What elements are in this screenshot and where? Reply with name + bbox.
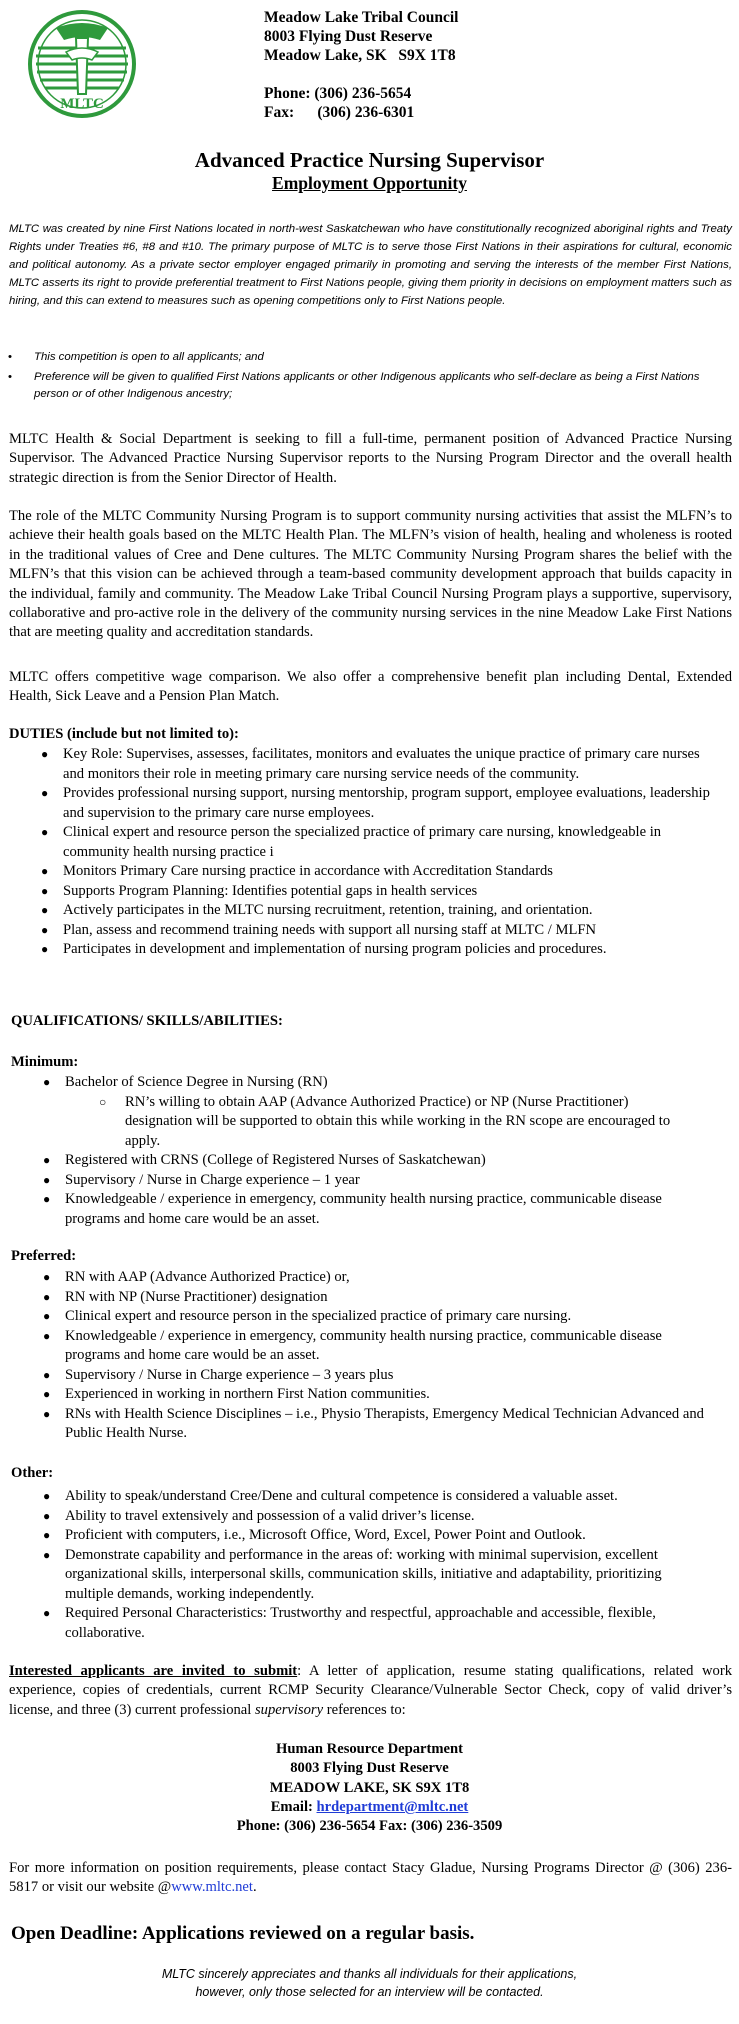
list-item: ● Bachelor of Science Degree in Nursing (RN) (65, 1073, 705, 1093)
list-item: ● Supervisory / Nurse in Charge experience – 1 year (65, 1171, 705, 1191)
mltc-logo (26, 8, 138, 126)
list-item: ● Knowledgeable / experience in emergency, community health nursing practice, communicable disease programs and home care would be an asset. (43, 1191, 662, 1227)
intro-bullet: • Preference will be given to qualified First Nations applicants or other Indigenous applicants who self-declare as being a First Nations person or of other Indigenous ancestry; (8, 371, 700, 400)
department-paragraph: MLTC Health & Social Department is seeking to fill a full-time, permanent position of Advanced Practice Nursing Supervisor. The Advanced Practice Nursing Supervisor reports to the Nursing Program Director and the overall health strategic direction is from the Senior Director of Health. (9, 431, 732, 486)
bullet-icon: ● (43, 1192, 51, 1206)
bullet-icon: ● (41, 786, 49, 800)
org-address-line1: 8003 Flying Dust Reserve (264, 28, 433, 45)
bullet-icon: ● (43, 1406, 51, 1421)
bullet-icon: ● (43, 1328, 51, 1343)
list-item: ● Ability to travel extensively and possession of a valid driver’s license. (65, 1507, 710, 1527)
list-item: ● Plan, assess and recommend training needs with support all nursing staff at MLTC / MLFN (63, 921, 723, 941)
more-info-paragraph: For more information on position requirements, please contact Stacy Gladue, Nursing Programs Director @ (306) 236-5817 or visit our website @www.mltc.net. (9, 1860, 732, 1896)
list-item: ● Key Role: Supervises, assesses, facilitates, monitors and evaluates the unique practice of primary care nurses and monitors their role in meeting primary care nursing service needs of the community. (41, 746, 700, 782)
list-item: ● Participates in development and implementation of nursing program policies and procedures. (63, 940, 723, 960)
bullet-icon: ● (43, 1289, 51, 1304)
bullet-icon: ● (43, 1270, 51, 1284)
duties-heading: DUTIES (include but not limited to): (9, 726, 239, 742)
bullet-icon: ● (43, 1508, 51, 1523)
closing-note: MLTC sincerely appreciates and thanks all individuals for their applications, however, only those selected for an interview will be contacted. (161, 1967, 578, 1999)
org-phone: Phone: (306) 236-5654 (264, 85, 412, 102)
list-subitem: ○ RN’s willing to obtain AAP (Advance Authorized Practice) or NP (Nurse Practitioner) designation will be supported to obtain this while working in the RN scope are encouraged to apply. (99, 1093, 671, 1149)
qualifications-heading: QUALIFICATIONS/ SKILLS/ABILITIES: (11, 1013, 283, 1029)
page-subtitle: Employment Opportunity (272, 173, 467, 193)
page-title: Advanced Practice Nursing Supervisor (194, 148, 545, 172)
circle-bullet-icon: ○ (99, 1094, 107, 1109)
list-item: ● Proficient with computers, i.e., Microsoft Office, Word, Excel, Power Point and Outlook. (65, 1526, 710, 1546)
minimum-heading: Minimum: (11, 1054, 79, 1070)
other-list (43, 1487, 710, 1643)
website-link[interactable]: www.mltc.net (171, 1879, 253, 1896)
bullet-icon: ● (41, 922, 49, 937)
bullet-icon: ● (43, 1367, 51, 1382)
contact-address-line2: MEADOW LAKE, SK S9X 1T8 (269, 1780, 470, 1796)
list-item: ● Experienced in working in northern First Nation communities. (65, 1385, 705, 1405)
list-item: ● Supports Program Planning: Identifies potential gaps in health services (63, 882, 723, 902)
list-item: ● Knowledgeable / experience in emergency, community health nursing practice, communicable disease programs and home care would be an asset. (43, 1327, 662, 1363)
list-item: ● Demonstrate capability and performance in the areas of: working with minimal supervision, excellent organizational skills, interpersonal skills, communication skills, initiative and adaptability, prioritizing multiple demands, working independently. (43, 1546, 662, 1602)
bullet-icon: ● (43, 1309, 51, 1323)
bullet-icon: ● (43, 1153, 51, 1167)
contact-email-line: Email: hrdepartment@mltc.net (270, 1799, 469, 1815)
list-item: ● Ability to speak/understand Cree/Dene and cultural competence is considered a valuable asset. (65, 1487, 710, 1507)
contact-address-line1: 8003 Flying Dust Reserve (290, 1760, 449, 1776)
bullet-icon: ● (43, 1547, 51, 1562)
submit-lead: Interested applicants are invited to submit (9, 1663, 298, 1679)
bullet-icon: • (8, 371, 12, 383)
list-item: ● Actively participates in the MLTC nursing recruitment, retention, training, and orientation. (63, 901, 723, 921)
bullet-icon: ● (43, 1075, 51, 1089)
deadline-notice: Open Deadline: Applications reviewed on a regular basis. (11, 1923, 475, 1944)
other-heading: Other: (11, 1465, 54, 1481)
program-role-paragraph: The role of the MLTC Community Nursing Program is to support community nursing activities that assist the MLFN’s to achieve their health goals based on the MLTC Health Plan. The MLFN’s vision of health, healing and wholeness is rooted in the traditional values of Cree and Dene cultures. The MLTC Community Nursing Program shares the belief with the MLFN’s that this vision can be achieved through a team-based community development approach that builds capacity in the individual, family and community. The Meadow Lake Tribal Council Nursing Program plays a supportive, supervisory, collaborative and pro-active role in the delivery of the community nursing services in the nine Meadow Lake First Nations that are meeting quality and accreditation standards. (9, 508, 732, 641)
org-fax: Fax: (306) 236-6301 (264, 104, 415, 121)
preferred-list (43, 1268, 705, 1444)
duties-list (41, 745, 723, 960)
bullet-icon: ● (43, 1387, 51, 1401)
logo-text: MLTC (60, 96, 104, 112)
email-link[interactable]: hrdepartment@mltc.net (316, 1799, 469, 1815)
list-item: ● RN with AAP (Advance Authorized Practice) or, (65, 1268, 705, 1288)
contact-phone-fax: Phone: (306) 236-5654 Fax: (306) 236-3509 (236, 1818, 503, 1834)
list-item: ● Clinical expert and resource person the specialized practice of primary care nursing, knowledgeable in community health nursing practice i (41, 824, 662, 860)
bullet-icon: ● (41, 903, 49, 917)
list-item: ● Monitors Primary Care nursing practice in accordance with Accreditation Standards (63, 862, 723, 882)
bullet-icon: ● (43, 1489, 51, 1503)
org-name: Meadow Lake Tribal Council (264, 9, 459, 26)
bullet-icon: ● (43, 1606, 51, 1620)
list-item: ● RNs with Health Science Disciplines – i.e., Physio Therapists, Emergency Medical Technician Advanced and Public Health Nurse. (43, 1405, 704, 1441)
submit-paragraph: Interested applicants are invited to submit: A letter of application, resume stating qualifications, related work experience, copies of credentials, current RCMP Security Clearance/Vulnerable Sector Check, copy of valid driver’s license, and three (3) current professional supervisory references to: (9, 1663, 732, 1718)
bullet-icon: • (8, 351, 12, 363)
bullet-icon: ● (41, 825, 49, 839)
intro-paragraph: MLTC was created by nine First Nations located in north-west Saskatchewan who have constitutionally recognized aboriginal rights and Treaty Rights under Treaties #6, #8 and #10. The primary purpose of MLTC is to serve those First Nations in their aspirations for cultural, economic and political autonomy. As a private sector employer engaged primarily in promoting and serving the interests of the member First Nations, MLTC asserts its right to provide preferential treatment to First Nations people, giving them priority in decisions on employment matters such as hiring, and this can extend to measures such as opening competitions only to First Nations people. (9, 223, 732, 307)
list-item: ● Required Personal Characteristics: Trustworthy and respectful, approachable and accessible, flexible, collaborative. (43, 1605, 656, 1641)
benefits-paragraph: MLTC offers competitive wage comparison. We also offer a comprehensive benefit plan including Dental, Extended Health, Sick Leave and a Pension Plan Match. (9, 669, 732, 705)
org-address-line2: Meadow Lake, SK S9X 1T8 (264, 47, 456, 64)
bullet-icon: ● (41, 747, 49, 761)
list-item: ● RN with NP (Nurse Practitioner) designation (65, 1288, 705, 1308)
list-item: ● Provides professional nursing support, nursing mentorship, program support, employee evaluations, leadership and supervision to the primary care nurse employees. (41, 785, 710, 821)
contact-department: Human Resource Department (276, 1741, 463, 1757)
list-item: ● Clinical expert and resource person in the specialized practice of primary care nursing. (65, 1307, 705, 1327)
intro-bullet: • This competition is open to all applicants; and (34, 349, 728, 366)
bullet-icon: ● (43, 1172, 51, 1187)
minimum-list (43, 1073, 705, 1229)
bullet-icon: ● (41, 942, 49, 956)
list-item: ● Registered with CRNS (College of Registered Nurses of Saskatchewan) (65, 1151, 705, 1171)
bullet-icon: ● (43, 1528, 51, 1542)
list-item: ● Supervisory / Nurse in Charge experience – 3 years plus (65, 1366, 705, 1386)
org-address-block (264, 8, 458, 122)
preferred-heading: Preferred: (11, 1248, 77, 1264)
bullet-icon: ● (41, 883, 49, 898)
bullet-icon: ● (41, 864, 49, 878)
